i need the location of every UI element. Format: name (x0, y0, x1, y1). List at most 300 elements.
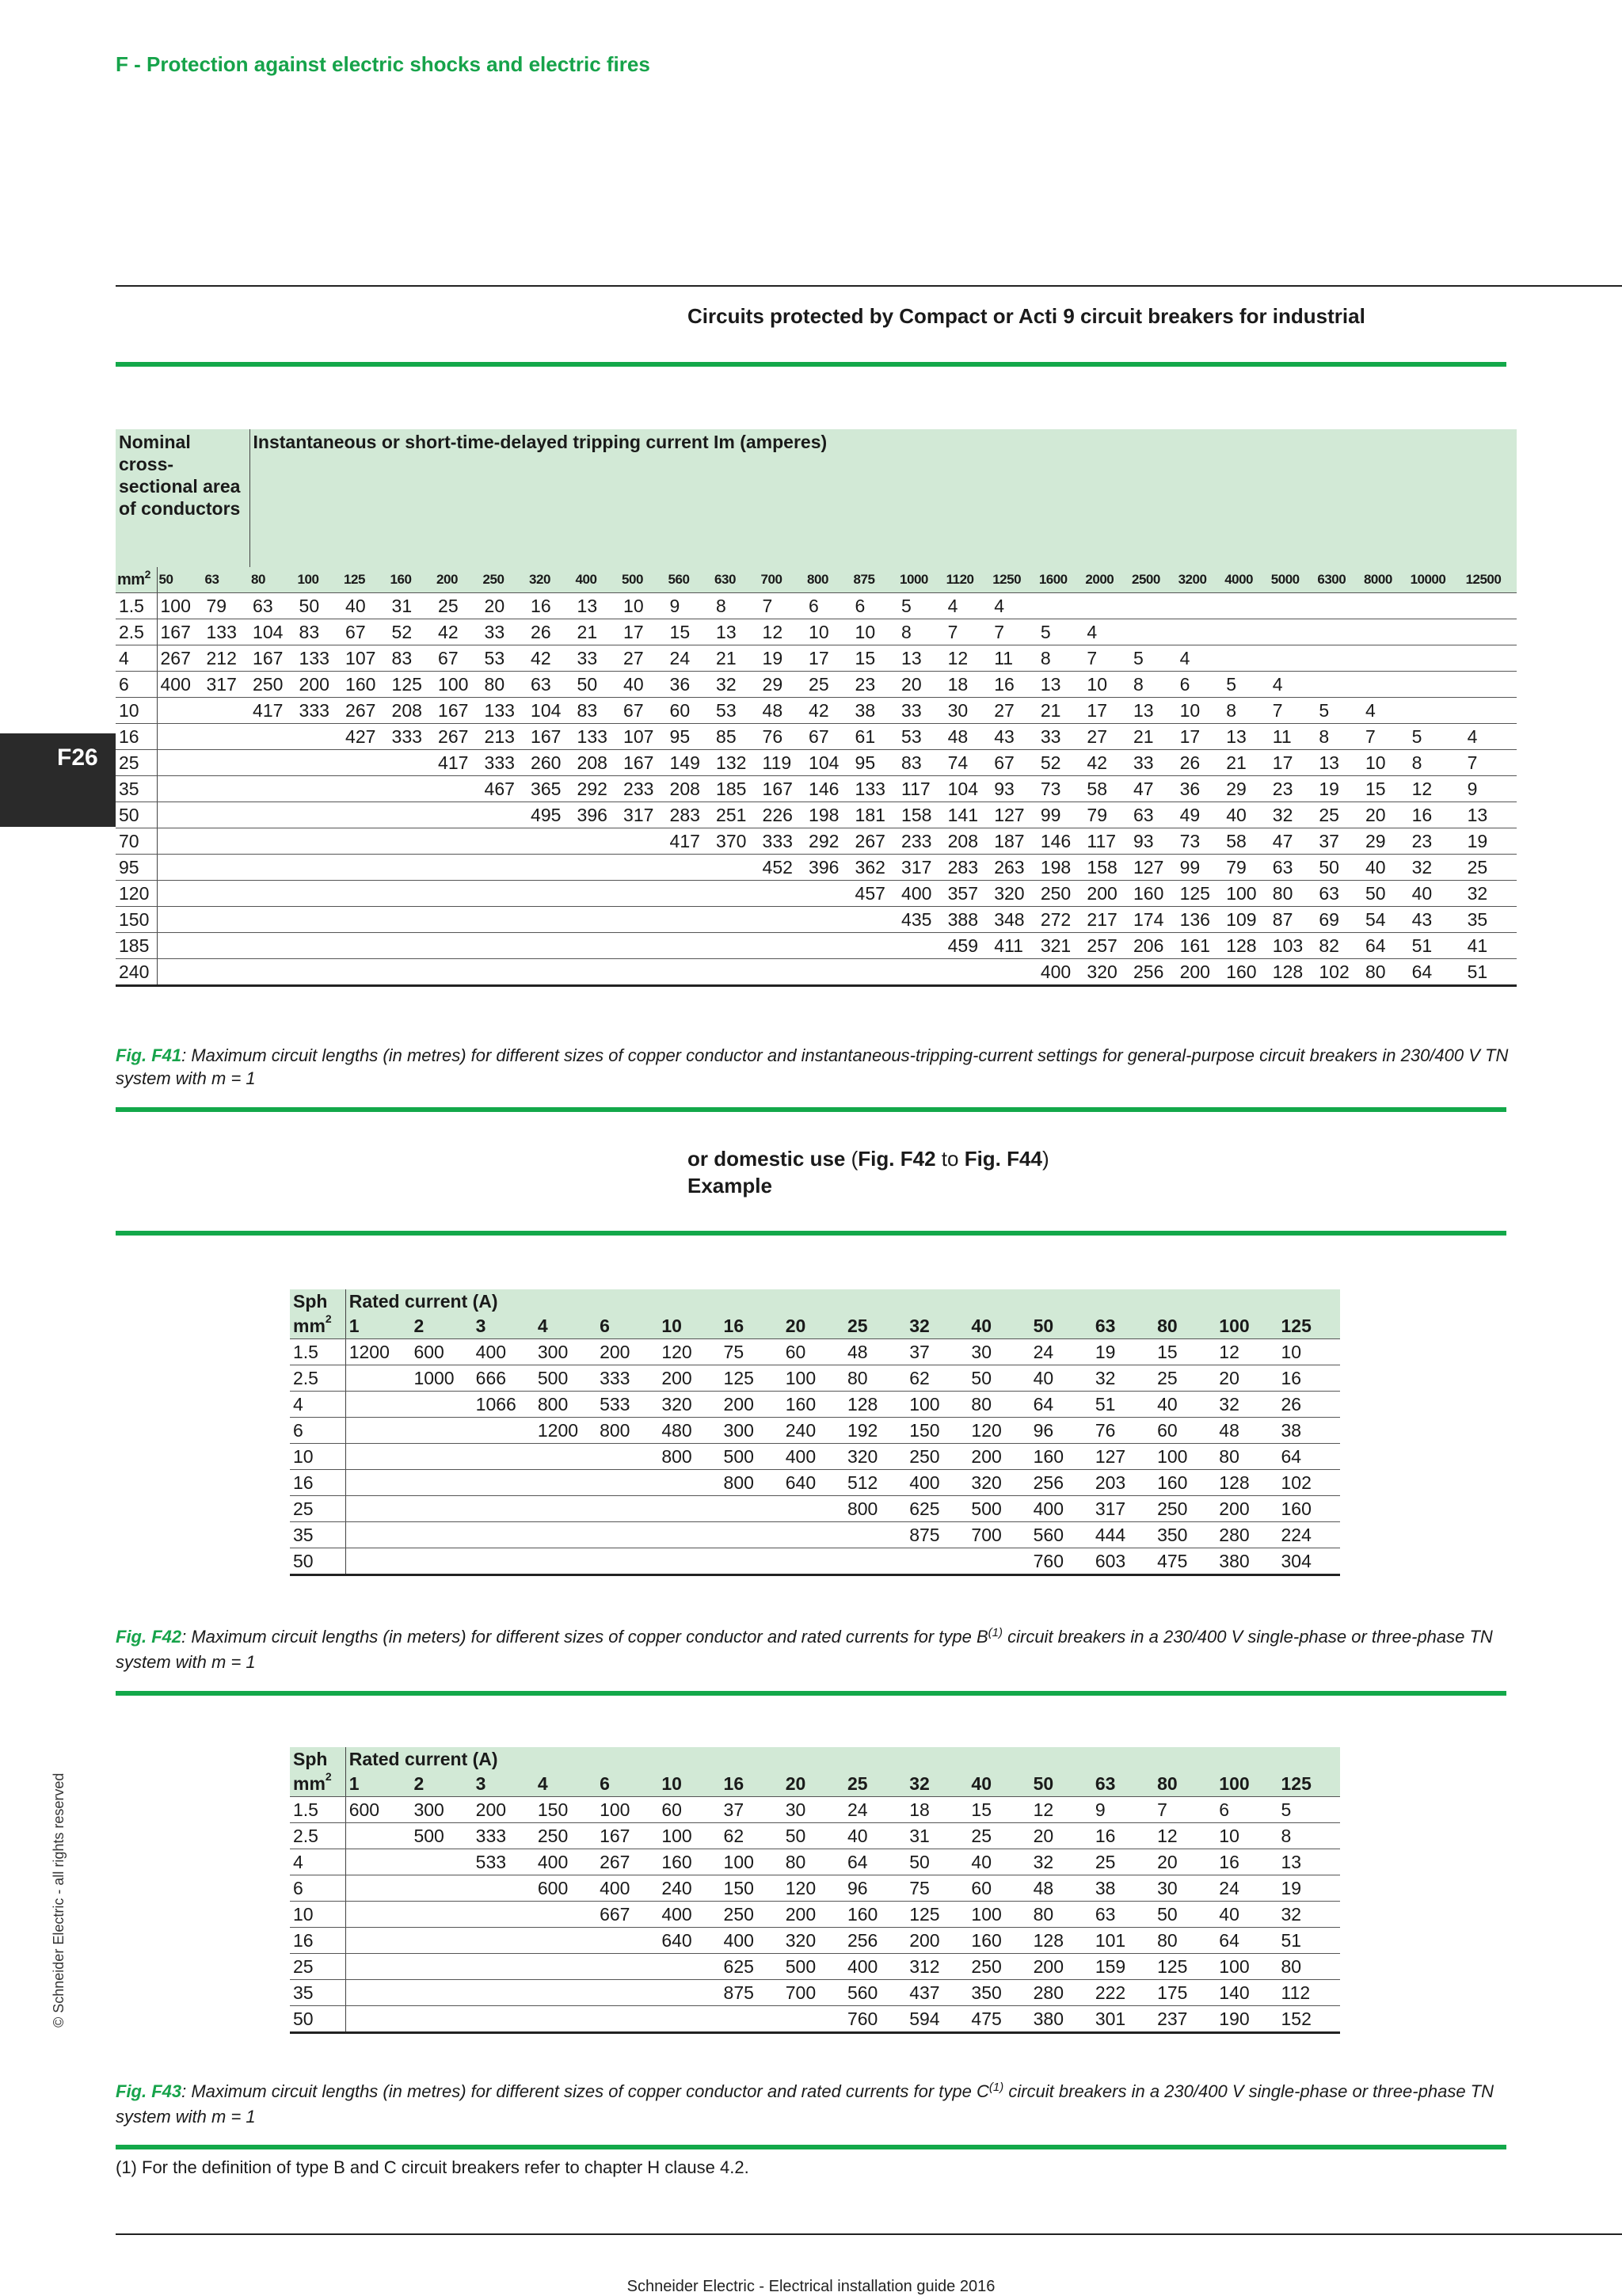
table-cell (345, 1548, 410, 1575)
table-cell (596, 1954, 658, 1980)
table-cell: 10 (1177, 698, 1224, 724)
table-cell: 133 (204, 619, 250, 645)
table-cell: 32 (1464, 881, 1517, 907)
table-cell (157, 776, 204, 802)
row-section: 6 (116, 672, 157, 698)
table-cell: 167 (435, 698, 482, 724)
table-cell (345, 1902, 410, 1928)
current-header: 200 (435, 567, 482, 593)
table-cell: 63 (1270, 855, 1316, 881)
table-cell: 15 (968, 1797, 1030, 1823)
table-row (116, 593, 1517, 619)
table-cell: 6 (805, 593, 852, 619)
table-cell: 15 (1362, 776, 1409, 802)
table-cell: 190 (1216, 2006, 1277, 2033)
table-cell (204, 750, 250, 776)
table-cell: 79 (1223, 855, 1270, 881)
table-cell: 5 (1409, 724, 1464, 750)
table-cell: 12 (945, 645, 992, 672)
corner-header: Sph (290, 1747, 345, 1771)
table-cell: 17 (1083, 698, 1130, 724)
table-cell: 76 (760, 724, 806, 750)
table-cell: 42 (1083, 750, 1130, 776)
current-header: 40 (968, 1313, 1030, 1339)
table-cell (482, 959, 528, 986)
table-cell: 333 (596, 1365, 658, 1392)
table-cell (342, 750, 389, 776)
table-cell: 60 (1154, 1418, 1216, 1444)
table-cell: 146 (805, 776, 852, 802)
table-cell (410, 1470, 472, 1496)
table-cell: 15 (852, 645, 899, 672)
header-row (116, 429, 1517, 567)
table-cell (620, 881, 667, 907)
table-cell: 417 (667, 828, 714, 855)
green-divider (116, 2145, 1506, 2149)
table-cell (249, 802, 296, 828)
table-cell: 127 (991, 802, 1038, 828)
table-cell: 8 (1223, 698, 1270, 724)
table-cell: 60 (667, 698, 714, 724)
table-cell (482, 855, 528, 881)
table-cell (1083, 593, 1130, 619)
table-cell: 4 (1464, 724, 1517, 750)
table-cell: 333 (482, 750, 528, 776)
table-cell (844, 1548, 906, 1575)
current-header: 1120 (945, 567, 992, 593)
table-cell: 13 (574, 593, 621, 619)
table-cell: 160 (1278, 1496, 1341, 1522)
table-cell (482, 881, 528, 907)
table-row (116, 724, 1517, 750)
table-cell (204, 933, 250, 959)
table-cell: 260 (527, 750, 574, 776)
table-cell (482, 933, 528, 959)
table-cell: 10 (852, 619, 899, 645)
table-cell: 117 (1083, 828, 1130, 855)
table-cell: 48 (844, 1339, 906, 1365)
table-cell (1464, 672, 1517, 698)
table-cell: 500 (782, 1954, 844, 1980)
table-cell: 24 (1216, 1875, 1277, 1902)
table-cell: 187 (991, 828, 1038, 855)
table-cell (345, 2006, 410, 2033)
table-cell (1362, 593, 1409, 619)
table-cell (535, 1548, 596, 1575)
table-cell: 93 (1130, 828, 1177, 855)
table-cell: 13 (1130, 698, 1177, 724)
table-cell: 167 (760, 776, 806, 802)
table-cell: 25 (1154, 1365, 1216, 1392)
table-cell: 256 (844, 1928, 906, 1954)
table-cell: 5 (1315, 698, 1362, 724)
unit-sup: 2 (144, 567, 150, 581)
table-cell: 133 (574, 724, 621, 750)
table-cell (527, 907, 574, 933)
table-cell: 11 (991, 645, 1038, 672)
table-cell: 475 (1154, 1548, 1216, 1575)
table-cell: 10 (1362, 750, 1409, 776)
table-cell: 212 (204, 645, 250, 672)
row-section: 4 (290, 1849, 345, 1875)
current-header: 63 (204, 567, 250, 593)
caption-fig-label: Fig. F42 (116, 1627, 182, 1647)
table-cell: 267 (852, 828, 899, 855)
table-cell (296, 750, 343, 776)
table-cell: 100 (721, 1849, 782, 1875)
current-header-row (116, 567, 1517, 593)
paren: ( (845, 1147, 859, 1171)
table-cell: 13 (1038, 672, 1084, 698)
table-cell (410, 1548, 472, 1575)
table-cell (535, 1928, 596, 1954)
current-header: 63 (1092, 1771, 1154, 1797)
table-cell: 198 (1038, 855, 1084, 881)
table-cell: 26 (1278, 1392, 1341, 1418)
table-row (116, 959, 1517, 986)
table-cell: 357 (945, 881, 992, 907)
table-cell: 33 (898, 698, 945, 724)
header-row (290, 1289, 1340, 1313)
table-cell: 280 (1030, 1980, 1092, 2006)
table-cell: 400 (658, 1902, 720, 1928)
table-cell (596, 1496, 658, 1522)
row-section: 10 (116, 698, 157, 724)
table-cell: 160 (1223, 959, 1270, 986)
current-header: 250 (482, 567, 528, 593)
table-cell (345, 1980, 410, 2006)
table-cell (527, 959, 574, 986)
caption-fig-f41 (116, 1044, 1510, 1090)
table-cell (658, 1470, 720, 1496)
table-cell: 47 (1130, 776, 1177, 802)
table-cell: 20 (1030, 1823, 1092, 1849)
table-cell: 100 (596, 1797, 658, 1823)
row-section: 25 (290, 1496, 345, 1522)
table-cell: 12 (1154, 1823, 1216, 1849)
table-cell (345, 1849, 410, 1875)
current-header-row (290, 1313, 1340, 1339)
table-cell (249, 933, 296, 959)
table-cell (596, 1980, 658, 2006)
table-cell: 167 (249, 645, 296, 672)
table-cell: 61 (852, 724, 899, 750)
table-cell: 141 (945, 802, 992, 828)
table-cell (620, 828, 667, 855)
table-cell: 200 (1083, 881, 1130, 907)
table-cell: 27 (991, 698, 1038, 724)
table-cell: 32 (713, 672, 760, 698)
table-cell: 42 (805, 698, 852, 724)
current-header: 2500 (1130, 567, 1177, 593)
span-header: Rated current (A) (345, 1747, 1340, 1771)
table-cell: 102 (1278, 1470, 1341, 1496)
caption-fig-label: Fig. F41 (116, 1045, 182, 1065)
table-row (290, 1980, 1340, 2006)
current-header: 1 (345, 1771, 410, 1797)
table-cell: 150 (535, 1797, 596, 1823)
unit-text: mm (293, 1315, 326, 1336)
table-cell: 4 (991, 593, 1038, 619)
table-cell: 119 (760, 750, 806, 776)
table-cell (713, 881, 760, 907)
table-cell (596, 1522, 658, 1548)
table-cell: 250 (535, 1823, 596, 1849)
table-cell: 208 (574, 750, 621, 776)
table-cell: 100 (658, 1823, 720, 1849)
table-cell: 417 (435, 750, 482, 776)
current-header: 1600 (1038, 567, 1084, 593)
table-cell: 8 (1315, 724, 1362, 750)
table-cell (945, 959, 992, 986)
table-cell: 83 (574, 698, 621, 724)
table-cell: 158 (1083, 855, 1130, 881)
header-rule (116, 285, 1622, 287)
table-cell: 133 (852, 776, 899, 802)
table-cell: 125 (906, 1902, 968, 1928)
table-cell (721, 1522, 782, 1548)
table-cell (667, 933, 714, 959)
table-cell: 320 (844, 1444, 906, 1470)
current-header: 400 (574, 567, 621, 593)
table-cell (410, 1928, 472, 1954)
row-section: 35 (290, 1980, 345, 2006)
table-cell (852, 933, 899, 959)
table-cell: 160 (1030, 1444, 1092, 1470)
table-cell: 48 (945, 724, 992, 750)
table-cell: 875 (906, 1522, 968, 1548)
table-cell (1270, 645, 1316, 672)
row-section: 50 (290, 1548, 345, 1575)
table-cell: 233 (620, 776, 667, 802)
table-cell (296, 959, 343, 986)
table-cell: 700 (782, 1980, 844, 2006)
table-cell: 533 (596, 1392, 658, 1418)
table-cell: 333 (296, 698, 343, 724)
table-cell: 5 (898, 593, 945, 619)
table-cell: 495 (527, 802, 574, 828)
table-cell: 53 (713, 698, 760, 724)
table-cell (760, 933, 806, 959)
table-cell (389, 776, 436, 802)
current-header: 80 (1154, 1771, 1216, 1797)
table-cell (1409, 645, 1464, 672)
current-header: 50 (1030, 1313, 1092, 1339)
table-cell (721, 2006, 782, 2033)
table-cell: 83 (898, 750, 945, 776)
table-cell: 400 (596, 1875, 658, 1902)
table-cell (898, 959, 945, 986)
table-cell (410, 1444, 472, 1470)
table-cell: 200 (1030, 1954, 1092, 1980)
table-row (290, 1928, 1340, 1954)
table-cell: 160 (1154, 1470, 1216, 1496)
table-cell (535, 1954, 596, 1980)
table-cell: 58 (1083, 776, 1130, 802)
table-cell (596, 1548, 658, 1575)
table-cell: 128 (1030, 1928, 1092, 1954)
table-cell: 58 (1223, 828, 1270, 855)
table-cell (535, 1444, 596, 1470)
table-cell: 222 (1092, 1980, 1154, 2006)
caption-text: circuit breakers in a 230/400 V single-phase or three-phase TN system with m = 1 (116, 1627, 1493, 1672)
footnote-ref: (1) (988, 2081, 1004, 2094)
table-cell (574, 933, 621, 959)
table-cell: 42 (435, 619, 482, 645)
current-header: 4 (535, 1313, 596, 1339)
table-cell: 42 (527, 645, 574, 672)
table-cell: 51 (1092, 1392, 1154, 1418)
current-header: 160 (389, 567, 436, 593)
table-cell (435, 907, 482, 933)
table-cell: 104 (527, 698, 574, 724)
table-cell: 54 (1362, 907, 1409, 933)
table-cell: 10 (1278, 1339, 1341, 1365)
table-cell: 26 (1177, 750, 1224, 776)
table-cell: 18 (945, 672, 992, 698)
table-cell: 51 (1278, 1928, 1341, 1954)
table-cell: 64 (1362, 933, 1409, 959)
table-cell (157, 907, 204, 933)
caption-text: : Maximum circuit lengths (in metres) for different sizes of copper conductor and instantaneous-tripping-current settings for general-purpose circuit breakers in 230/400 V TN system with m = 1 (116, 1045, 1509, 1088)
table-cell (342, 828, 389, 855)
table-cell (296, 881, 343, 907)
table-cell: 31 (389, 593, 436, 619)
table-cell (721, 1496, 782, 1522)
table-cell (389, 855, 436, 881)
table-cell: 32 (1030, 1849, 1092, 1875)
table-cell: 200 (1216, 1496, 1277, 1522)
table-cell: 267 (596, 1849, 658, 1875)
table-cell (345, 1522, 410, 1548)
table-cell: 30 (945, 698, 992, 724)
table-cell (204, 855, 250, 881)
table-cell (296, 776, 343, 802)
table-cell: 158 (898, 802, 945, 828)
table-cell: 16 (1216, 1849, 1277, 1875)
table-cell: 85 (713, 724, 760, 750)
table-cell: 127 (1130, 855, 1177, 881)
current-header: 800 (805, 567, 852, 593)
table-cell: 13 (1223, 724, 1270, 750)
current-header: 3 (473, 1771, 535, 1797)
table-cell: 50 (574, 672, 621, 698)
table-cell: 125 (389, 672, 436, 698)
table-cell (782, 1548, 844, 1575)
table-cell (157, 855, 204, 881)
table-cell: 30 (782, 1797, 844, 1823)
table-cell (527, 933, 574, 959)
table-cell: 32 (1270, 802, 1316, 828)
current-header: 100 (1216, 1313, 1277, 1339)
table-cell: 21 (713, 645, 760, 672)
table-cell: 475 (968, 2006, 1030, 2033)
table-cell (991, 959, 1038, 986)
table-cell: 96 (1030, 1418, 1092, 1444)
corner-header: Nominal cross-sectional area of conductors (116, 429, 249, 567)
table-cell: 80 (1278, 1954, 1341, 1980)
table-cell: 79 (1083, 802, 1130, 828)
current-header: 20 (782, 1771, 844, 1797)
table-cell: 128 (1216, 1470, 1277, 1496)
row-section: 16 (116, 724, 157, 750)
table-cell (1464, 698, 1517, 724)
table-cell: 19 (1315, 776, 1362, 802)
table-cell (435, 828, 482, 855)
table-cell: 30 (968, 1339, 1030, 1365)
table-cell (345, 1875, 410, 1902)
table-cell: 6 (852, 593, 899, 619)
table-cell: 452 (760, 855, 806, 881)
table-cell (296, 907, 343, 933)
table-cell: 100 (435, 672, 482, 698)
table-cell (1038, 593, 1084, 619)
table-cell: 10 (1216, 1823, 1277, 1849)
table-cell (1315, 672, 1362, 698)
current-header: 50 (1030, 1771, 1092, 1797)
table-row (116, 855, 1517, 881)
table-cell: 1066 (473, 1392, 535, 1418)
table-cell (204, 776, 250, 802)
table-cell (157, 802, 204, 828)
table-cell (410, 1902, 472, 1928)
table-cell: 23 (852, 672, 899, 698)
table-cell: 760 (844, 2006, 906, 2033)
table-cell: 104 (805, 750, 852, 776)
table-cell (249, 724, 296, 750)
table-cell: 167 (527, 724, 574, 750)
table-cell: 107 (342, 645, 389, 672)
caption-fig-f43 (116, 2080, 1510, 2128)
table-cell: 120 (968, 1418, 1030, 1444)
table-cell (1270, 619, 1316, 645)
table-cell (596, 1444, 658, 1470)
table-cell (345, 1928, 410, 1954)
table-cell: 73 (1038, 776, 1084, 802)
table-cell (249, 959, 296, 986)
section-title: F - Protection against electric shocks and electric fires (116, 52, 650, 76)
table-cell: 5 (1278, 1797, 1341, 1823)
row-section: 1.5 (290, 1339, 345, 1365)
table-cell (410, 1954, 472, 1980)
table-cell: 250 (906, 1444, 968, 1470)
table-cell (157, 724, 204, 750)
table-cell (473, 1548, 535, 1575)
table-cell (1315, 645, 1362, 672)
table-cell: 283 (667, 802, 714, 828)
table-cell: 80 (1154, 1928, 1216, 1954)
current-header: 1 (345, 1313, 410, 1339)
table-cell: 167 (620, 750, 667, 776)
table-cell: 17 (805, 645, 852, 672)
table-cell (1409, 698, 1464, 724)
table-cell: 35 (1464, 907, 1517, 933)
table-cell: 317 (204, 672, 250, 698)
green-divider (116, 1691, 1506, 1696)
table-cell: 120 (658, 1339, 720, 1365)
table-cell: 109 (1223, 907, 1270, 933)
table-cell: 233 (898, 828, 945, 855)
table-cell: 128 (1223, 933, 1270, 959)
current-header: 80 (249, 567, 296, 593)
table-cell (473, 1418, 535, 1444)
table-cell: 96 (844, 1875, 906, 1902)
table-cell (805, 933, 852, 959)
table-row (116, 881, 1517, 907)
table-cell: 9 (1464, 776, 1517, 802)
table-cell: 8 (898, 619, 945, 645)
row-section: 50 (290, 2006, 345, 2033)
